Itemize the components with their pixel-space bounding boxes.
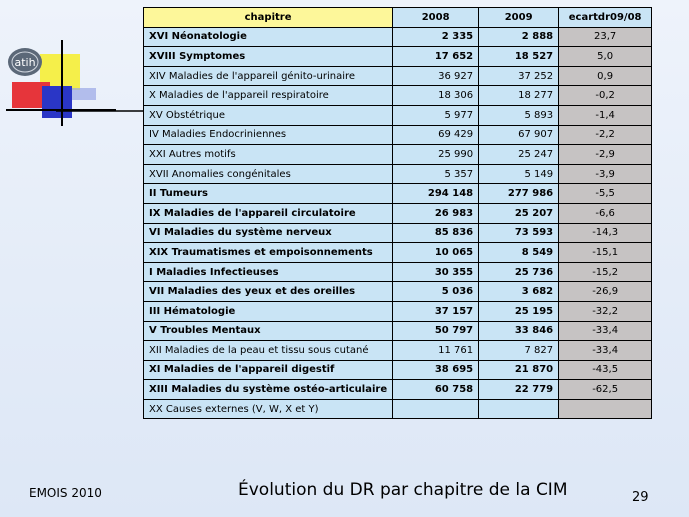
cell-2009: 33 846 <box>479 321 559 341</box>
header-chapter: chapitre <box>144 8 393 28</box>
cell-2008: 10 065 <box>393 243 479 263</box>
cell-2009: 25 247 <box>479 145 559 165</box>
table-row <box>144 47 652 67</box>
cell-diff: -33,4 <box>559 321 652 341</box>
table-row <box>144 27 652 47</box>
table-row <box>144 164 652 184</box>
cell-chapter: XXI Autres motifs <box>144 145 393 165</box>
cell-2009: 25 207 <box>479 203 559 223</box>
cell-chapter: XIX Traumatismes et empoisonnements <box>144 243 393 263</box>
cell-2008: 17 652 <box>393 47 479 67</box>
atih-logo <box>6 40 116 130</box>
cell-2008: 18 306 <box>393 86 479 106</box>
cell-diff: -26,9 <box>559 282 652 302</box>
table-row <box>144 105 652 125</box>
cell-2009: 25 195 <box>479 301 559 321</box>
cell-2008: 38 695 <box>393 360 479 380</box>
cell-chapter: XVII Anomalies congénitales <box>144 164 393 184</box>
cell-diff: -62,5 <box>559 380 652 400</box>
cell-2009: 22 779 <box>479 380 559 400</box>
cell-chapter: XIII Maladies du système ostéo-articulaire <box>144 380 393 400</box>
cell-2008: 30 355 <box>393 262 479 282</box>
cell-chapter: XVIII Symptomes <box>144 47 393 67</box>
cell-chapter: V Troubles Mentaux <box>144 321 393 341</box>
cell-diff: 0,9 <box>559 66 652 86</box>
cell-chapter: XVI Néonatologie <box>144 27 393 47</box>
cell-diff: -2,9 <box>559 145 652 165</box>
cell-2009: 37 252 <box>479 66 559 86</box>
cell-2008: 5 357 <box>393 164 479 184</box>
cell-2009: 18 527 <box>479 47 559 67</box>
cell-chapter: X Maladies de l'appareil respiratoire <box>144 86 393 106</box>
table-row <box>144 145 652 165</box>
cell-2008: 37 157 <box>393 301 479 321</box>
cell-2008: 26 983 <box>393 203 479 223</box>
cell-chapter: I Maladies Infectieuses <box>144 262 393 282</box>
cell-diff: -33,4 <box>559 341 652 361</box>
cell-diff: 5,0 <box>559 47 652 67</box>
cell-diff: -5,5 <box>559 184 652 204</box>
cell-2008: 5 036 <box>393 282 479 302</box>
cell-2008: 25 990 <box>393 145 479 165</box>
header-2008: 2008 <box>393 8 479 28</box>
cell-2009: 21 870 <box>479 360 559 380</box>
cell-2008: 85 836 <box>393 223 479 243</box>
cell-2009: 5 149 <box>479 164 559 184</box>
table-row <box>144 321 652 341</box>
page-number: 29 <box>632 490 649 505</box>
cell-diff: -0,2 <box>559 86 652 106</box>
table-row <box>144 282 652 302</box>
cell-chapter: II Tumeurs <box>144 184 393 204</box>
cell-chapter: IX Maladies de l'appareil circulatoire <box>144 203 393 223</box>
cell-2008: 11 761 <box>393 341 479 361</box>
cell-2009: 18 277 <box>479 86 559 106</box>
table-row <box>144 184 652 204</box>
cell-2009: 73 593 <box>479 223 559 243</box>
cell-2009 <box>479 399 559 419</box>
cell-diff: -3,9 <box>559 164 652 184</box>
cell-2009: 3 682 <box>479 282 559 302</box>
cell-chapter: XI Maladies de l'appareil digestif <box>144 360 393 380</box>
cell-diff: -43,5 <box>559 360 652 380</box>
table-row <box>144 341 652 361</box>
cell-diff: -2,2 <box>559 125 652 145</box>
table-row <box>144 262 652 282</box>
table-row <box>144 66 652 86</box>
cell-diff: -15,2 <box>559 262 652 282</box>
cell-diff: -15,1 <box>559 243 652 263</box>
cell-2008: 5 977 <box>393 105 479 125</box>
cell-2009: 2 888 <box>479 27 559 47</box>
table-row <box>144 243 652 263</box>
cell-2008: 2 335 <box>393 27 479 47</box>
dr-table <box>143 7 652 419</box>
table-row <box>144 86 652 106</box>
cell-chapter: XII Maladies de la peau et tissu sous cutané <box>144 341 393 361</box>
cell-2009: 67 907 <box>479 125 559 145</box>
cell-chapter: XIV Maladies de l'appareil génito-urinaire <box>144 66 393 86</box>
cell-2009: 8 549 <box>479 243 559 263</box>
cell-diff: -1,4 <box>559 105 652 125</box>
cell-2008: 50 797 <box>393 321 479 341</box>
cell-2008: 69 429 <box>393 125 479 145</box>
cell-diff: 23,7 <box>559 27 652 47</box>
cell-chapter: IV Maladies Endocriniennes <box>144 125 393 145</box>
cell-2009: 277 986 <box>479 184 559 204</box>
table-row <box>144 125 652 145</box>
table-row <box>144 301 652 321</box>
logo-text: atih <box>14 56 36 69</box>
slide-title: Évolution du DR par chapitre de la CIM <box>238 480 568 500</box>
header-2009: 2009 <box>479 8 559 28</box>
cell-chapter: XV Obstétrique <box>144 105 393 125</box>
table-header-row <box>144 8 652 28</box>
table-row <box>144 223 652 243</box>
table-row <box>144 399 652 419</box>
cell-diff: -14,3 <box>559 223 652 243</box>
cell-chapter: III Hématologie <box>144 301 393 321</box>
table-row <box>144 203 652 223</box>
cell-diff: -6,6 <box>559 203 652 223</box>
cell-2009: 7 827 <box>479 341 559 361</box>
cell-diff <box>559 399 652 419</box>
cell-2008: 294 148 <box>393 184 479 204</box>
header-diff: ecartdr09/08 <box>559 8 652 28</box>
data-table-wrapper <box>143 7 652 419</box>
cell-chapter: VII Maladies des yeux et des oreilles <box>144 282 393 302</box>
cell-chapter: VI Maladies du système nerveux <box>144 223 393 243</box>
cell-2008: 60 758 <box>393 380 479 400</box>
cell-chapter: XX Causes externes (V, W, X et Y) <box>144 399 393 419</box>
cell-2009: 25 736 <box>479 262 559 282</box>
cell-diff: -32,2 <box>559 301 652 321</box>
cell-2009: 5 893 <box>479 105 559 125</box>
footer-event-label: EMOIS 2010 <box>29 486 102 500</box>
cell-2008: 36 927 <box>393 66 479 86</box>
table-row <box>144 360 652 380</box>
cell-2008 <box>393 399 479 419</box>
table-row <box>144 380 652 400</box>
